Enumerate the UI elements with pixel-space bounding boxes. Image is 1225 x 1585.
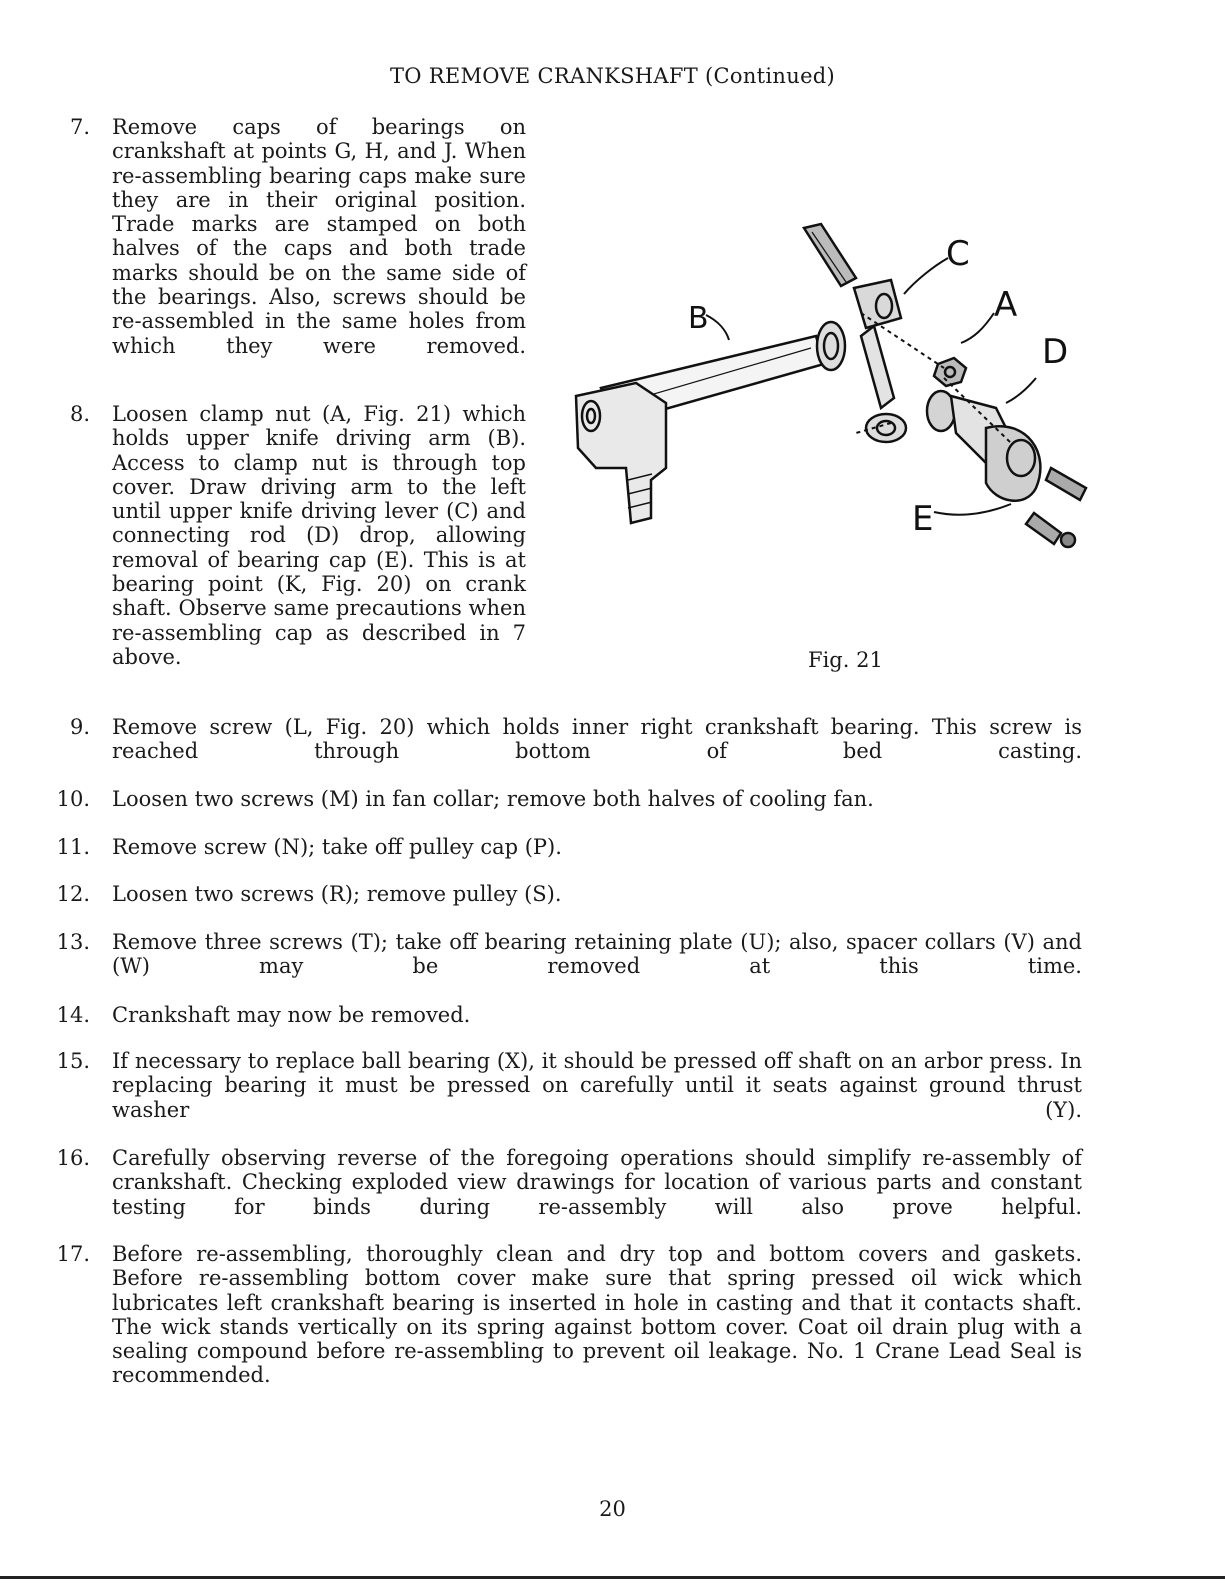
step-text: Carefully observing reverse of the foregoing operations should simplify re-assembly of crankshaft. Checking exploded view drawings for location of various parts and constant testing for binds during re-assembly will also prove helpful. (112, 1146, 1082, 1219)
step-number: 15. (56, 1049, 90, 1073)
step-text: Before re-assembling, thoroughly clean and dry top and bottom covers and gaskets. Before re-assembling bottom cover make sure that spring pressed oil wick which lubricates left crankshaft bearing is inserted in hole in casting and that it contacts shaft. The wick stands vertically on its spring against bottom cover. Coat oil drain plug with a sealing compound before re-assembling to prevent oil leakage. No. 1 Crane Lead Seal is recommended. (112, 1242, 1082, 1388)
figure-caption: Fig. 21 (808, 648, 883, 672)
step-text: If necessary to replace ball bearing (X), it should be pressed off shaft on an arbor press. In replacing bearing it must be pressed on carefully until it seats against ground thrust washer (Y). (112, 1049, 1082, 1122)
step-number: 12. (56, 882, 90, 906)
step-number: 8. (69, 402, 90, 426)
step-number: 14. (56, 1003, 90, 1027)
step-number: 16. (56, 1146, 90, 1170)
label-b: B (688, 301, 709, 336)
crankshaft-assembly-drawing (556, 218, 1116, 558)
step-number: 7. (69, 115, 90, 139)
step-text: Remove caps of bearings on crankshaft at points G, H, and J. When re-assembling bearing caps make sure they are in their original position. Trade marks are stamped on both halves of the caps and both trade marks should be on the same side of the bearings. Also, screws should be re-assembled in the same holes from which they were removed. (112, 115, 526, 358)
step-text: Remove screw (L, Fig. 20) which holds inner right crankshaft bearing. This screw is reached through bottom of bed casting. (112, 715, 1082, 764)
page-title: TO REMOVE CRANKSHAFT (Continued) (389, 64, 836, 88)
step-number: 9. (69, 715, 90, 739)
step-number: 13. (56, 930, 90, 954)
step-number: 17. (56, 1242, 90, 1266)
label-a: A (994, 285, 1018, 325)
page-number: 20 (599, 1497, 626, 1521)
step-text: Crankshaft may now be removed. (112, 1003, 471, 1027)
step-text: Loosen two screws (M) in fan collar; remove both halves of cooling fan. (112, 787, 874, 811)
label-d: D (1042, 332, 1069, 372)
step-text: Remove three screws (T); take off bearing retaining plate (U); also, spacer collars (V) and (W) may be removed at this time. (112, 930, 1082, 979)
label-e: E (912, 499, 934, 539)
bottom-rule (0, 1576, 1225, 1579)
step-text: Remove screw (N); take off pulley cap (P). (112, 835, 562, 859)
label-c: C (946, 234, 970, 274)
step-text: Loosen clamp nut (A, Fig. 21) which holds upper knife driving arm (B). Access to clamp nut is through top cover. Draw driving arm to the left until upper knife driving lever (C) and connecting rod (D) drop, allowing removal of bearing cap (E). This is at bearing point (K, Fig. 20) on crank shaft. Observe same precautions when re-assembling cap as described in 7 above. (112, 402, 526, 669)
step-number: 11. (56, 835, 90, 859)
step-text: Loosen two screws (R); remove pulley (S). (112, 882, 562, 906)
step-number: 10. (56, 787, 90, 811)
figure-21-illustration (556, 218, 1116, 558)
